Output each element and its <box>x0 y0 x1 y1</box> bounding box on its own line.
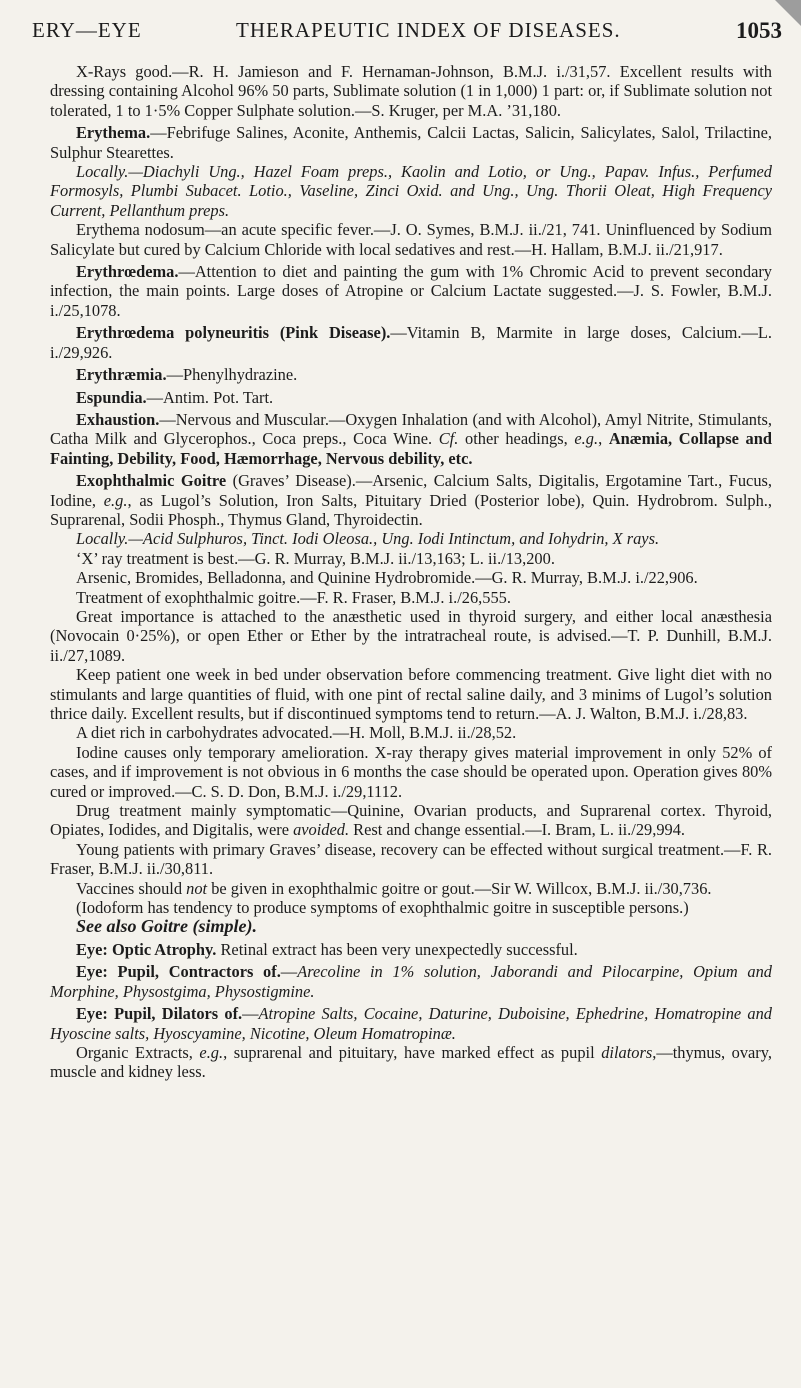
entry-text: Retinal extract has been very unexpectedly successful. <box>216 939 578 959</box>
index-paragraph <box>50 1043 772 1082</box>
index-entry <box>50 471 772 529</box>
entry-keyword: Exhaustion. <box>76 409 160 429</box>
entry-text: Organic Extracts, e.g., suprarenal and pituitary, have marked effect as pupil dilators,—thymus, ovary, muscle and kidney less. <box>50 1042 772 1082</box>
entry-keyword: Exophthalmic Goitre <box>76 471 227 491</box>
index-paragraph <box>50 220 772 259</box>
index-entry <box>50 365 772 384</box>
entry-text: Erythema nodosum—an acute specific fever.—J. O. Symes, B.M.J. ii./21, 741. Uninfluenced by Sodium Salicylate but cured by Calcium Chloride with local sedatives and rest.—H. Hallam, B.M.J. ii./21,917. <box>50 220 772 259</box>
running-header <box>32 10 788 50</box>
entry-text: —Antim. Pot. Tart. <box>146 387 274 407</box>
index-paragraph <box>50 529 772 548</box>
entry-text: Locally.—Acid Sulphuros, Tinct. Iodi Oleosa., Ung. Iodi Intinctum, and Iohydrin, X rays. <box>76 529 660 549</box>
entry-keyword: Erythræmia. <box>76 365 167 385</box>
index-paragraph <box>50 898 772 917</box>
entry-keyword: Eye: Pupil, Contractors of. <box>76 962 281 982</box>
entry-text: —Febrifuge Salines, Aconite, Anthemis, Calcii Lactas, Salicin, Salicylates, Salol, Trilactine, Sulphur Stearettes. <box>50 123 772 162</box>
entry-keyword: Erythema. <box>76 123 151 143</box>
index-paragraph <box>50 62 772 120</box>
index-paragraph <box>50 840 772 879</box>
index-entry <box>50 1004 772 1043</box>
see-also-text: See also Goitre (simple). <box>76 916 257 937</box>
index-paragraph <box>50 588 772 607</box>
entry-keyword: Eye: Optic Atrophy. <box>76 939 217 959</box>
index-entry <box>50 962 772 1001</box>
index-entry <box>50 262 772 320</box>
entry-text: Treatment of exophthalmic goitre.—F. R. Fraser, B.M.J. i./26,555. <box>76 587 511 607</box>
index-paragraph <box>50 162 772 220</box>
entry-text: —Nervous and Muscular.—Oxygen Inhalation (and with Alcohol), Amyl Nitrite, Stimulants, Catha Milk and Glycerophos., Coca preps., Coca Wine. Cf. other headings, e.g., Anæmia, Collapse and Fainting, Debility, Food, Hæmorrhage, Nervous debility, etc. <box>50 409 772 468</box>
index-paragraph <box>50 801 772 840</box>
entry-keyword: Eye: Pupil, Dilators of. <box>76 1004 243 1024</box>
index-entry <box>50 123 772 162</box>
entry-text: Drug treatment mainly symptomatic—Quinine, Ovarian products, and Suprarenal cortex. Thyroid, Opiates, Iodides, and Digitalis, were avoided. Rest and change essential.—I. Bram, L. ii./29,994. <box>50 801 772 840</box>
index-body <box>50 62 772 1082</box>
entry-keyword: Erythrœdema polyneuritis (Pink Disease). <box>76 323 391 343</box>
index-paragraph <box>50 723 772 742</box>
entry-text: Arsenic, Bromides, Belladonna, and Quinine Hydrobromide.—G. R. Murray, B.M.J. i./22,906. <box>76 568 698 588</box>
page-number: 1053 <box>736 18 782 43</box>
entry-text: Young patients with primary Graves’ disease, recovery can be effected without surgical treatment.—F. R. Fraser, B.M.J. ii./30,811. <box>50 839 772 879</box>
header-title: THERAPEUTIC INDEX OF DISEASES. <box>236 18 621 42</box>
index-entry <box>50 940 772 959</box>
entry-text: ‘X’ ray treatment is best.—G. R. Murray, B.M.J. ii./13,163; L. ii./13,200. <box>76 548 555 568</box>
entry-text: X-Rays good.—R. H. Jamieson and F. Hernaman-Johnson, B.M.J. i./31,57. Excellent results with dressing containing Alcohol 96% 50 parts, Sublimate solution (1 in 1,000) 1 part: or, if Sublimate solution not tolerated, 1 to 1·5% Copper Sulphate solution.—S. Kruger, per M.A. ’31,180. <box>50 62 772 120</box>
entry-keyword: Erythrœdema. <box>76 262 179 282</box>
entry-text: —Vitamin B, Marmite in large doses, Calcium.—L. i./29,926. <box>50 323 772 362</box>
index-paragraph <box>50 607 772 665</box>
entry-text: Keep patient one week in bed under observation before commencing treatment. Give light diet with no stimulants and large quantities of fluid, with one pint of rectal saline daily, and 3 minims of Lugol’s solution thrice daily. Excellent results, but if discontinued symptoms tend to return.—A. J. Walton, B.M.J. i./28,83. <box>50 665 772 723</box>
index-entry <box>50 410 772 468</box>
index-paragraph <box>50 743 772 801</box>
index-paragraph <box>50 568 772 587</box>
entry-text: —Phenylhydrazine. <box>166 365 298 385</box>
entry-text: (Iodoform has tendency to produce symptoms of exophthalmic goitre in susceptible persons.) <box>76 898 689 918</box>
index-entry <box>50 388 772 407</box>
entry-text: Great importance is attached to the anæsthetic used in thyroid surgery, and either local anæsthesia (Novocain 0·25%), or open Ether or Ether by the intratracheal route, is advised.—T. P. Dunhill, B.M.J. ii./27,1089. <box>50 606 772 665</box>
entry-text: (Graves’ Disease).—Arsenic, Calcium Salts, Digitalis, Ergotamine Tart., Fucus, Iodine, e.g., as Lugol’s Solution, Iron Salts, Pituitary Dried (Posterior lobe), Quin. Hydrobrom. Sulph., Suprarenal, Sodii Phosph., Thymus Gland, Thyroidectin. <box>50 471 772 529</box>
entry-text: A diet rich in carbohydrates advocated.—H. Moll, B.M.J. ii./28,52. <box>76 723 517 743</box>
index-paragraph <box>50 879 772 898</box>
entry-text: —Arecoline in 1% solution, Jaborandi and Pilocarpine, Opium and Morphine, Physostgima, Physostigmine. <box>50 962 772 1001</box>
entry-text: Vaccines should not be given in exophthalmic goitre or gout.—Sir W. Willcox, B.M.J. ii./30,736. <box>76 878 712 898</box>
index-entry <box>50 323 772 362</box>
index-paragraph <box>50 665 772 723</box>
entry-text: —Atropine Salts, Cocaine, Daturine, Duboisine, Ephedrine, Homatropine and Hyoscine salts, Hyoscyamine, Nicotine, Oleum Homatropinæ. <box>50 1004 772 1043</box>
entry-text: Locally.—Diachyli Ung., Hazel Foam preps., Kaolin and Lotio, or Ung., Papav. Infus., Perfumed Formosyls, Plumbi Subacet. Lotio., Vaseline, Zinci Oxid. and Ung., Ung. Thorii Oleat, High Frequency Current, Pellanthum preps. <box>50 162 772 220</box>
index-paragraph <box>50 549 772 568</box>
header-section-range: ERY—EYE <box>32 18 142 42</box>
entry-text: Iodine causes only temporary amelioration. X-ray therapy gives material improvement in only 52% of cases, and if improvement is not obvious in 6 months the case should be operated upon. Operation gives 80% cured or improved.—C. S. D. Don, B.M.J. i./29,1112. <box>50 742 772 801</box>
entry-text: —Attention to diet and painting the gum with 1% Chromic Acid to prevent secondary infection, the main points. Large doses of Atropine or Calcium Lactate suggested.—J. S. Fowler, B.M.J. i./25,1078. <box>50 262 772 320</box>
entry-keyword: Espundia. <box>76 387 147 407</box>
see-also-reference <box>50 917 772 936</box>
